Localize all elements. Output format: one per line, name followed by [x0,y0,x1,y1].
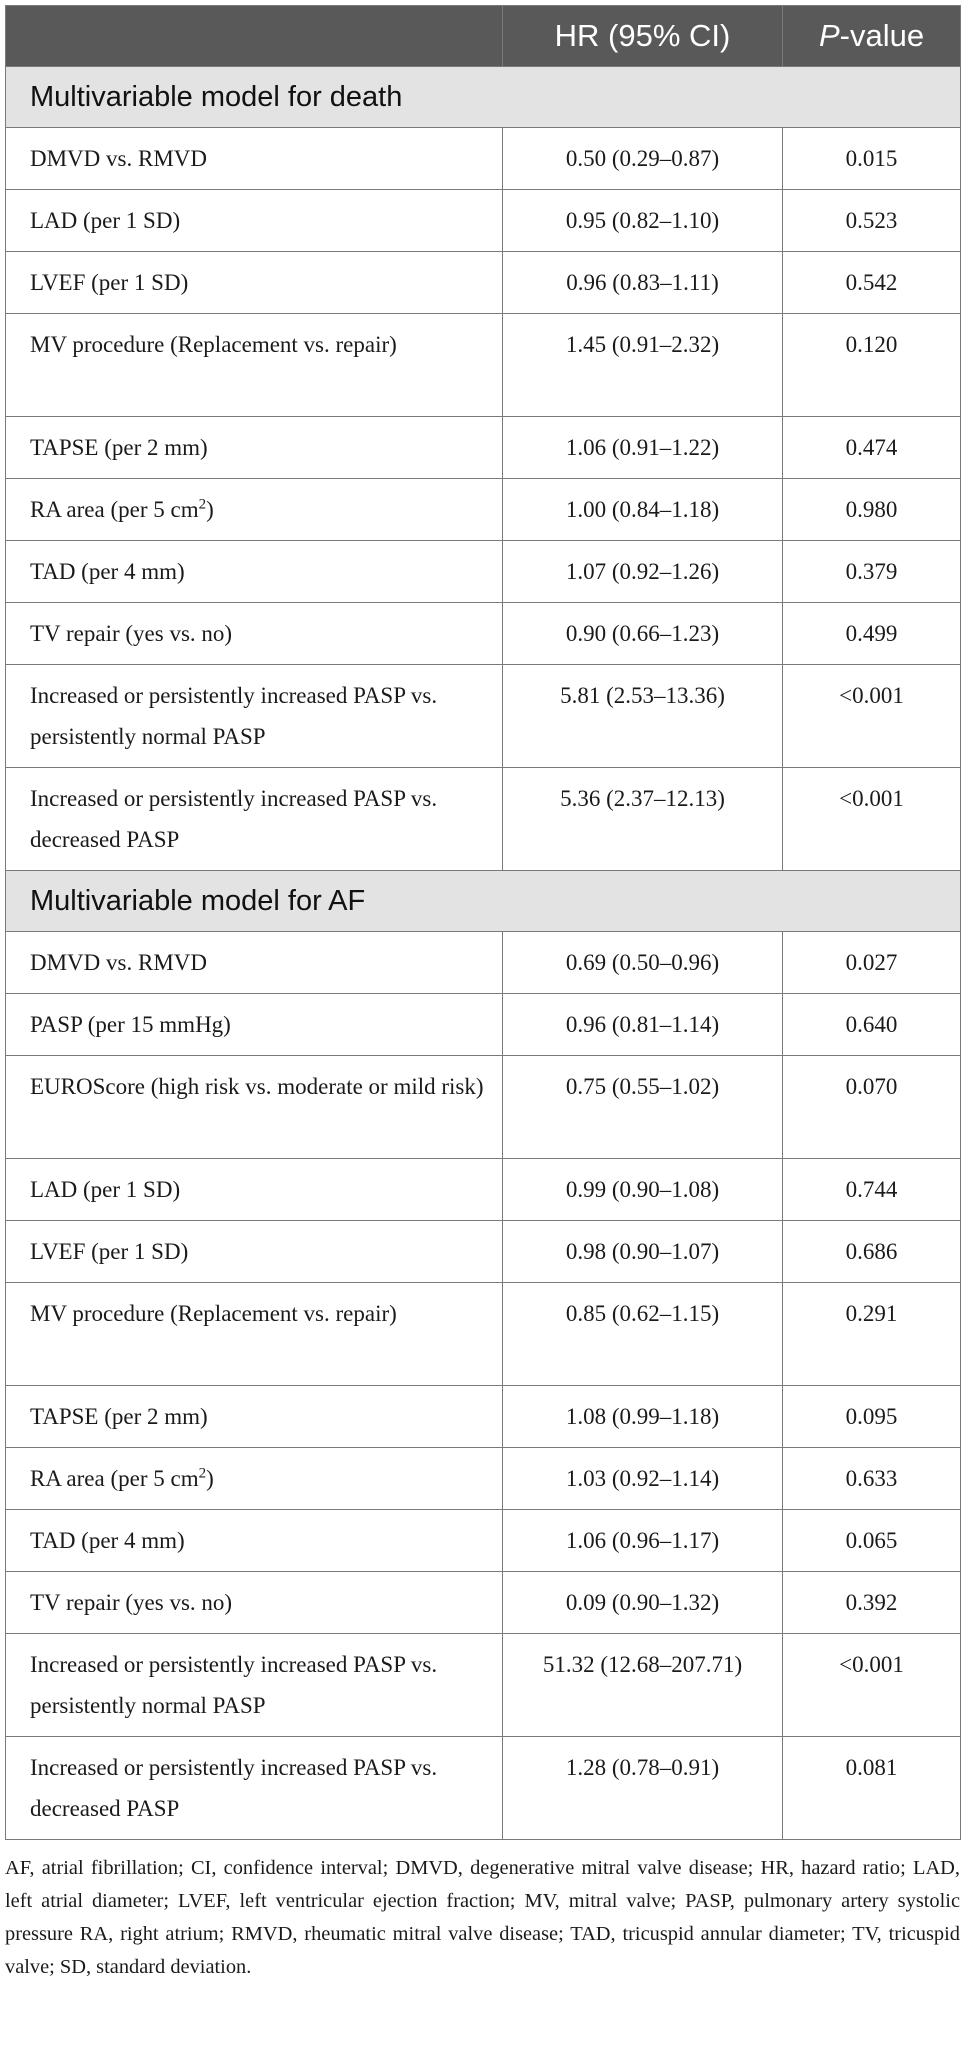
p-value-cell: <0.001 [783,768,961,871]
table-row [6,1386,961,1448]
row-label-cell [6,1510,503,1572]
table-footnote: AF, atrial fibrillation; CI, confidence interval; DMVD, degenerative mitral valve disease; HR, hazard ratio; LAD, left atrial diameter; LVEF, left ventricular ejection fraction; MV, mitral valve; PASP, pulmonary artery systolic pressure RA, right atrium; RMVD, rheumatic mitral valve disease; TAD, tricuspid annular diameter; TV, tricuspid valve; SD, standard deviation. [5,1857,960,1978]
row-label-cell [6,1056,503,1159]
p-value-cell: 0.523 [783,190,961,252]
row-label-cell [6,190,503,252]
hr-value-cell: 0.96 (0.83–1.11) [503,252,783,314]
table-row [6,1737,961,1840]
header-pvalue [783,6,961,67]
hr-value-cell: 1.28 (0.78–0.91) [503,1737,783,1840]
p-value-cell: 0.081 [783,1737,961,1840]
row-label-cell [6,665,503,768]
p-value-cell: 0.379 [783,541,961,603]
table-row [6,252,961,314]
table-row [6,994,961,1056]
hr-value-cell: 1.07 (0.92–1.26) [503,541,783,603]
p-value-cell: 0.027 [783,932,961,994]
table-row [6,314,961,417]
row-label-cell [6,128,503,190]
row-label: DMVD vs. RMVD [30,950,207,975]
row-label: LVEF (per 1 SD) [30,1239,189,1264]
hr-value-cell: 0.96 (0.81–1.14) [503,994,783,1056]
table-row [6,665,961,768]
row-label-cell [6,1572,503,1634]
p-value-cell: 0.015 [783,128,961,190]
table-row [6,1448,961,1510]
p-value-cell: 0.474 [783,417,961,479]
p-value-cell: 0.542 [783,252,961,314]
p-value-cell: 0.065 [783,1510,961,1572]
p-value-cell: 0.633 [783,1448,961,1510]
hr-value-cell: 0.98 (0.90–1.07) [503,1221,783,1283]
table-row [6,479,961,541]
results-table [5,5,961,1840]
section-header-row [6,871,961,932]
hr-value-cell: 0.75 (0.55–1.02) [503,1056,783,1159]
row-label: PASP (per 15 mmHg) [30,1012,231,1037]
p-value-cell: 0.392 [783,1572,961,1634]
hr-value-cell: 0.95 (0.82–1.10) [503,190,783,252]
p-value-cell: 0.095 [783,1386,961,1448]
row-label: TAPSE (per 2 mm) [30,435,208,460]
table-row [6,768,961,871]
row-label: LVEF (per 1 SD) [30,270,189,295]
table-row [6,190,961,252]
header-hr: HR (95% CI) [503,6,783,67]
hr-value-cell: 0.99 (0.90–1.08) [503,1159,783,1221]
row-label: TAD (per 4 mm) [30,1528,185,1553]
row-label-cell [6,1634,503,1737]
hr-value-cell: 1.06 (0.91–1.22) [503,417,783,479]
row-label-superscript: 2 [198,1465,207,1482]
row-label-superscript: 2 [198,496,207,513]
row-label: DMVD vs. RMVD [30,146,207,171]
section-header-row [6,67,961,128]
table-row [6,603,961,665]
p-value-cell: 0.686 [783,1221,961,1283]
p-value-cell: <0.001 [783,665,961,768]
table-body [6,67,961,1840]
row-label: RA area (per 5 cm [30,1466,199,1491]
table-row [6,1221,961,1283]
hr-value-cell: 0.09 (0.90–1.32) [503,1572,783,1634]
hr-value-cell: 0.50 (0.29–0.87) [503,128,783,190]
table-row [6,1283,961,1386]
hr-value-cell: 1.45 (0.91–2.32) [503,314,783,417]
hr-value-cell: 5.36 (2.37–12.13) [503,768,783,871]
row-label: EUROScore (high risk vs. moderate or mild risk) [30,1074,484,1099]
section-title: Multivariable model for death [6,67,961,128]
p-value-cell: <0.001 [783,1634,961,1737]
row-label: TV repair (yes vs. no) [30,621,233,646]
hr-value-cell: 51.32 (12.68–207.71) [503,1634,783,1737]
row-label: TV repair (yes vs. no) [30,1590,233,1615]
hr-value-cell: 1.00 (0.84–1.18) [503,479,783,541]
row-label-cell [6,1448,503,1510]
header-variable [6,6,503,67]
row-label: Increased or persistently increased PASP vs. decreased PASP [30,786,438,852]
section-title: Multivariable model for AF [6,871,961,932]
row-label: Increased or persistently increased PASP vs. persistently normal PASP [30,1652,438,1718]
hr-value-cell: 1.03 (0.92–1.14) [503,1448,783,1510]
table-row [6,1572,961,1634]
header-pvalue-italic: P [818,18,840,53]
row-label: LAD (per 1 SD) [30,208,181,233]
p-value-cell: 0.291 [783,1283,961,1386]
row-label-cell [6,1737,503,1840]
p-value-cell: 0.640 [783,994,961,1056]
table-row [6,1510,961,1572]
hr-value-cell: 5.81 (2.53–13.36) [503,665,783,768]
hr-value-cell: 1.06 (0.96–1.17) [503,1510,783,1572]
hr-value-cell: 1.08 (0.99–1.18) [503,1386,783,1448]
row-label-cell [6,252,503,314]
table-row [6,541,961,603]
header-pvalue-rest: -value [839,18,925,53]
row-label: Increased or persistently increased PASP vs. persistently normal PASP [30,683,438,749]
hr-value-cell: 0.69 (0.50–0.96) [503,932,783,994]
row-label: LAD (per 1 SD) [30,1177,181,1202]
row-label: TAPSE (per 2 mm) [30,1404,208,1429]
p-value-cell: 0.070 [783,1056,961,1159]
table-row [6,128,961,190]
row-label-suffix: ) [206,497,214,522]
row-label-suffix: ) [206,1466,214,1491]
table-row [6,932,961,994]
table-row [6,1634,961,1737]
row-label-cell [6,1159,503,1221]
row-label: TAD (per 4 mm) [30,559,185,584]
table-container [5,5,960,1984]
row-label-cell [6,768,503,871]
hr-value-cell: 0.85 (0.62–1.15) [503,1283,783,1386]
row-label-cell [6,1386,503,1448]
row-label-cell [6,314,503,417]
row-label-cell [6,1283,503,1386]
row-label: MV procedure (Replacement vs. repair) [30,1301,397,1326]
p-value-cell: 0.980 [783,479,961,541]
row-label: Increased or persistently increased PASP vs. decreased PASP [30,1755,438,1821]
p-value-cell: 0.120 [783,314,961,417]
row-label-cell [6,1221,503,1283]
row-label-cell [6,932,503,994]
hr-value-cell: 0.90 (0.66–1.23) [503,603,783,665]
table-row [6,1159,961,1221]
row-label-cell [6,603,503,665]
row-label-cell [6,541,503,603]
table-header-row [6,6,961,67]
p-value-cell: 0.499 [783,603,961,665]
table-row [6,417,961,479]
row-label-cell [6,479,503,541]
p-value-cell: 0.744 [783,1159,961,1221]
table-row [6,1056,961,1159]
row-label: RA area (per 5 cm [30,497,199,522]
row-label: MV procedure (Replacement vs. repair) [30,332,397,357]
row-label-cell [6,417,503,479]
row-label-cell [6,994,503,1056]
